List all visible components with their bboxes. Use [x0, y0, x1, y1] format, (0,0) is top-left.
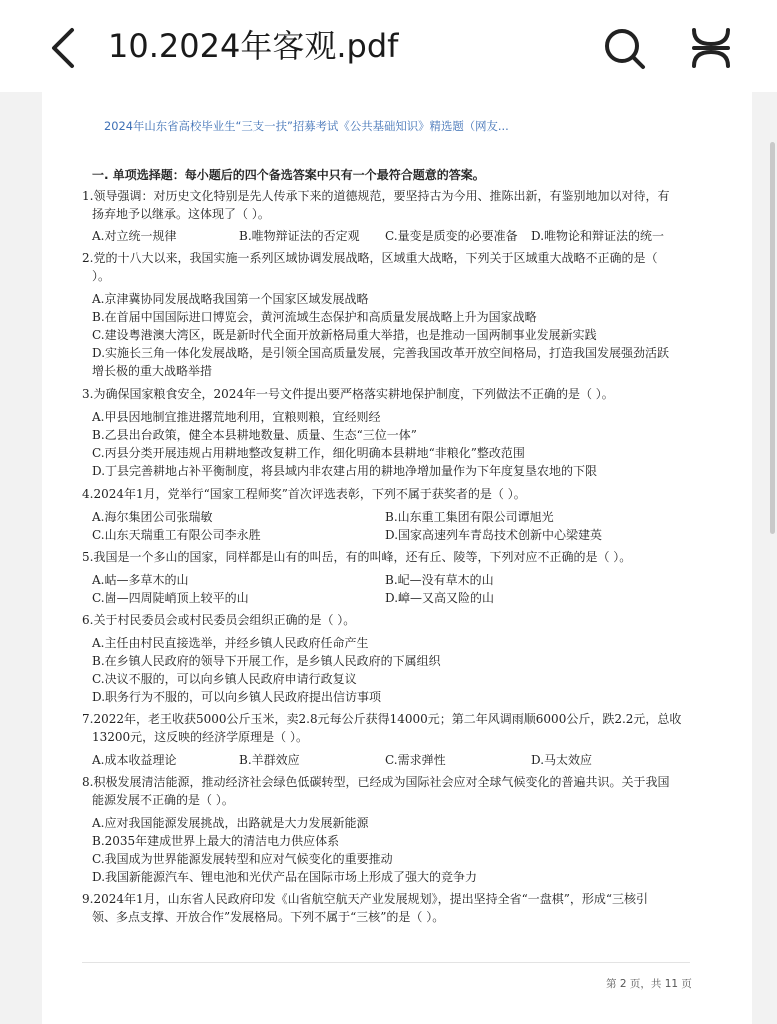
- top-toolbar: [0, 0, 777, 92]
- option-text: C.量变是质变的必要准备: [385, 229, 518, 243]
- option-text: A.对立统一规律: [92, 229, 177, 243]
- search-icon: [602, 26, 646, 70]
- option-text: D.唯物论和辩证法的统一: [531, 229, 665, 243]
- option-text: B.山东重工集团有限公司谭旭光: [385, 510, 554, 524]
- scrollbar[interactable]: [770, 142, 775, 534]
- document-header: 2024年山东省高校毕业生“三支一扶”招募考试《公共基础知识》精选题（网友...: [104, 119, 509, 133]
- question-line: 1.领导强调：对历史文化特别是先人传承下来的道德规范，要坚持古为今用、推陈出新，有鉴别地加以对待，有: [82, 189, 670, 203]
- option-text: D.丁县完善耕地占补平衡制度，将县域内非农建占用的耕地净增加量作为下年度复垦农地的下限: [92, 464, 598, 478]
- question-line: 能源发展不正确的是（ ）。: [92, 793, 234, 807]
- question-line: 7.2022年，老王收获5000公斤玉米，卖2.8元每公斤获得14000元；第二年风调雨顺6000公斤，跌2.2元，总收: [82, 712, 682, 726]
- back-button[interactable]: [44, 26, 84, 70]
- question-line: 4.2024年1月，党举行“国家工程师奖”首次评选表彰，下列不属于获奖者的是（ ）。: [82, 487, 526, 501]
- option-text: B.屺—没有草木的山: [385, 573, 494, 587]
- page-indicator: 第 2 页，共 11 页: [606, 978, 692, 990]
- search-button[interactable]: [602, 26, 646, 70]
- option-text: B.在乡镇人民政府的领导下开展工作，是乡镇人民政府的下属组织: [92, 654, 441, 668]
- option-text: D.嶂—又高又险的山: [385, 591, 495, 605]
- option-text: A.京津冀协同发展战略我国第一个国家区域发展战略: [92, 292, 369, 306]
- question-line: 2.党的十八大以来，我国实施一系列区域协调发展战略，区域重大战略，下列关于区域重大战略不正确的是（: [82, 251, 658, 265]
- option-text: B.在首届中国国际进口博览会，黄河流域生态保护和高质量发展战略上升为国家战略: [92, 310, 537, 324]
- option-text: A.应对我国能源发展挑战，出路就是大力发展新能源: [92, 816, 369, 830]
- option-text: C.需求弹性: [385, 753, 446, 767]
- option-text: D.实施长三角一体化发展战略，是引领全国高质量发展，完善我国改革开放空间格局，打造我国发展强劲活跃: [92, 346, 670, 360]
- option-text: D.马太效应: [531, 753, 593, 767]
- section-title: 一. 单项选择题：每小题后的四个备选答案中只有一个最符合题意的答案。: [92, 168, 485, 182]
- chevron-left-icon: [44, 26, 84, 70]
- question-line: 6.关于村民委员会或村民委员会组织正确的是（ ）。: [82, 613, 356, 627]
- question-line: 扬弃地予以继承。这体现了（ ）。: [92, 207, 270, 221]
- option-text: A.甲县因地制宜推进撂荒地利用，宜粮则粮，宜经则经: [92, 410, 381, 424]
- question-line: 3.为确保国家粮食安全，2024年一号文件提出要严格落实耕地保护制度，下列做法不正确的是（ ）。: [82, 387, 614, 401]
- option-text: A.成本收益理论: [92, 753, 177, 767]
- option-text: C.山东天瑞重工有限公司李永胜: [92, 528, 261, 542]
- question-line: 8.积极发展清洁能源，推动经济社会绿色低碳转型，已经成为国际社会应对全球气候变化的普遍共识。关于我国: [82, 775, 670, 789]
- question-line: 9.2024年1月，山东省人民政府印发《山省航空航天产业发展规划》，提出坚持全省“一盘棋”，形成“三核引: [82, 892, 649, 906]
- footer-divider: [82, 962, 690, 963]
- option-text: B.唯物辩证法的否定观: [239, 229, 360, 243]
- option-text: B.乙县出台政策，健全本县耕地数量、质量、生态“三位一体”: [92, 428, 417, 442]
- question-line: 13200元，这反映的经济学原理是（ ）。: [92, 730, 308, 744]
- more-button[interactable]: [688, 26, 734, 70]
- option-text: A.岵—多草木的山: [92, 573, 189, 587]
- option-text: A.主任由村民直接选举，并经乡镇人民政府任命产生: [92, 636, 369, 650]
- option-text: D.国家高速列车青岛技术创新中心梁建英: [385, 528, 603, 542]
- option-text: D.职务行为不服的，可以向乡镇人民政府提出信访事项: [92, 690, 382, 704]
- option-text: 增长极的重大战略举措: [92, 364, 213, 378]
- option-text: C.我国成为世界能源发展转型和应对气候变化的重要推动: [92, 852, 393, 866]
- option-text: B.羊群效应: [239, 753, 300, 767]
- document-title: 10.2024年客观.pdf: [108, 27, 399, 65]
- more-icon: [688, 26, 734, 70]
- question-line: 领、多点支撑、开放合作”发展格局。下列不属于“三核”的是（ ）。: [92, 910, 445, 924]
- option-text: C.建设粤港澳大湾区，既是新时代全面开放新格局重大举措，也是推动一国两制事业发展新实践: [92, 328, 597, 342]
- question-line: 5.我国是一个多山的国家，同样都是山有的叫岳，有的叫峰，还有丘、陵等，下列对应不正确的是（ ）。: [82, 550, 632, 564]
- option-text: D.我国新能源汽车、锂电池和光伏产品在国际市场上形成了强大的竞争力: [92, 870, 478, 884]
- option-text: C.丙县分类开展违规占用耕地整改复耕工作，细化明确本县耕地“非粮化”整改范围: [92, 446, 525, 460]
- option-text: B.2035年建成世界上最大的清洁电力供应体系: [92, 834, 340, 848]
- option-text: C.崮—四周陡峭顶上较平的山: [92, 591, 249, 605]
- option-text: C.决议不服的，可以向乡镇人民政府申请行政复议: [92, 672, 357, 686]
- option-text: A.海尔集团公司张瑞敏: [92, 510, 213, 524]
- question-line: ）。: [92, 269, 111, 283]
